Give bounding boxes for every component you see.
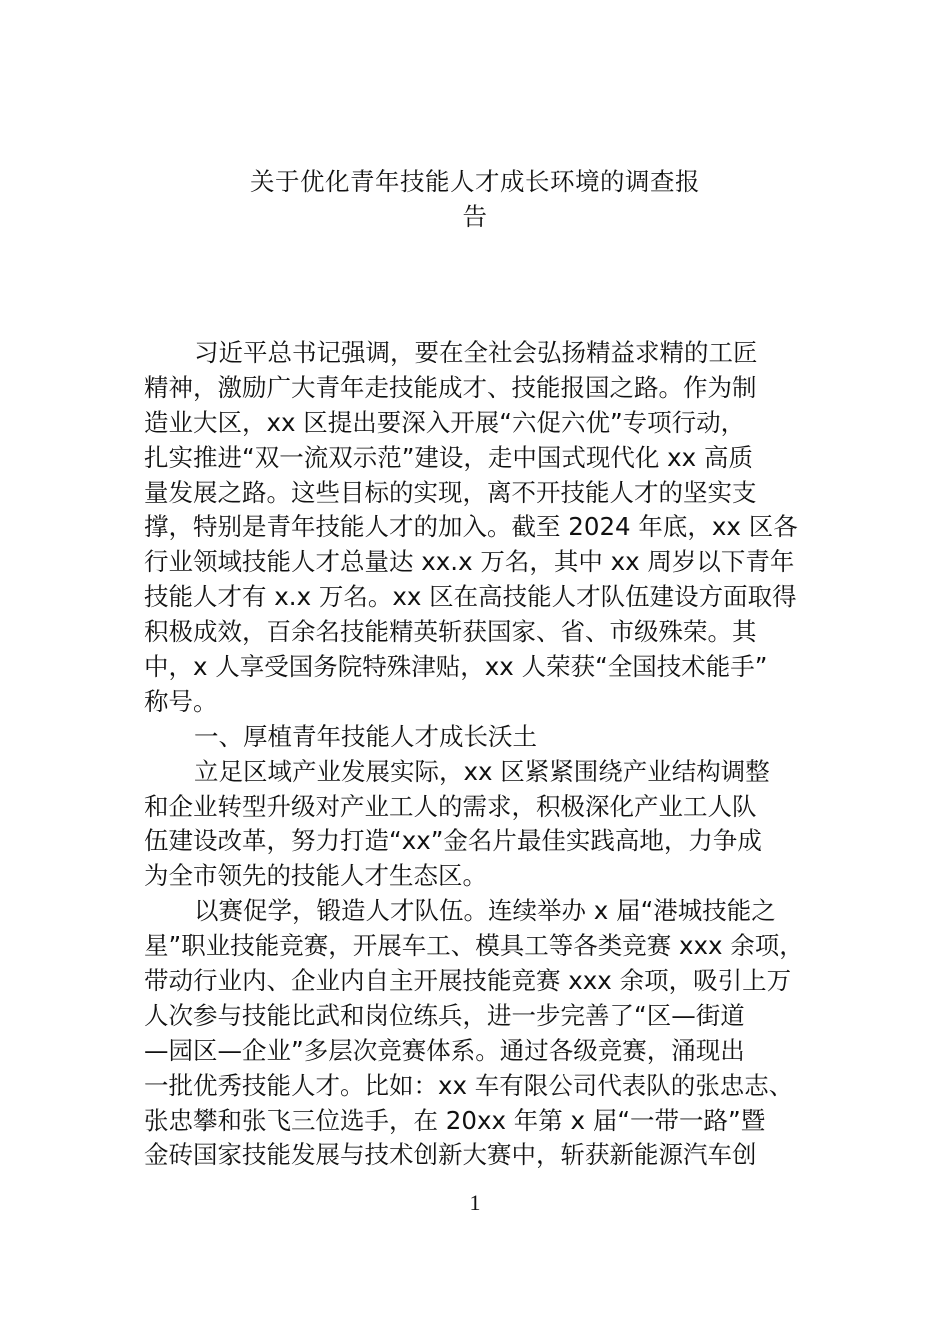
body-line: 为全市领先的技能人才生态区。 xyxy=(144,861,487,891)
body-line: 技能人才有 x.x 万名。xx 区在高技能人才队伍建设方面取得 xyxy=(144,582,797,612)
body-line: —园区—企业”多层次竞赛体系。通过各级竞赛，涌现出 xyxy=(144,1035,745,1065)
document-body xyxy=(144,336,834,1173)
body-line: 习近平总书记强调，要在全社会弘扬精益求精的工匠 xyxy=(194,338,758,367)
body-line: 和企业转型升级对产业工人的需求，积极深化产业工人队 xyxy=(144,791,757,821)
body-line: 张忠攀和张飞三位选手，在 20xx 年第 x 届“一带一路”暨 xyxy=(144,1105,766,1135)
body-line: 中，x 人享受国务院特殊津贴，xx 人荣获“全国技术能手” xyxy=(144,652,768,682)
body-line: 一批优秀技能人才。比如：xx 车有限公司代表队的张忠志、 xyxy=(144,1070,794,1100)
body-line: 撑，特别是青年技能人才的加入。截至 2024 年底，xx 区各 xyxy=(144,512,798,542)
body-line: 积极成效，百余名技能精英斩获国家、省、市级殊荣。其 xyxy=(144,617,757,647)
body-line: 星”职业技能竞赛，开展车工、模具工等各类竞赛 xxx 余项， xyxy=(144,931,804,961)
body-line: 造业大区，xx 区提出要深入开展“六促六优”专项行动， xyxy=(144,407,746,437)
body-line: 金砖国家技能发展与技术创新大赛中，斩获新能源汽车创 xyxy=(144,1140,757,1170)
body-line: 一、厚植青年技能人才成长沃土 xyxy=(194,721,537,751)
title-line: 关于优化青年技能人才成长环境的调查报 xyxy=(250,167,700,196)
body-line: 量发展之路。这些目标的实现，离不开技能人才的坚实支 xyxy=(144,477,757,507)
body-line: 立足区域产业发展实际，xx 区紧紧围绕产业结构调整 xyxy=(194,756,770,786)
title-line: 告 xyxy=(462,201,488,231)
body-line: 精神，激励广大青年走技能成才、技能报国之路。作为制 xyxy=(144,372,757,402)
body-line: 行业领域技能人才总量达 xx.x 万名，其中 xx 周岁以下青年 xyxy=(144,547,795,577)
body-line: 称号。 xyxy=(144,686,218,716)
body-line: 以赛促学，锻造人才队伍。连续举办 x 届“港城技能之 xyxy=(194,896,776,926)
body-line: 扎实推进“双一流双示范”建设，走中国式现代化 xx 高质 xyxy=(144,442,753,472)
page-number: 1 xyxy=(469,1190,481,1215)
body-line: 伍建设改革，努力打造“xx”金名片最佳实践高地，力争成 xyxy=(144,826,762,856)
document-title xyxy=(145,165,805,235)
body-line: 人次参与技能比武和岗位练兵，进一步完善了“区—街道 xyxy=(144,1000,745,1030)
body-line: 带动行业内、企业内自主开展技能竞赛 xxx 余项，吸引上万 xyxy=(144,966,792,996)
